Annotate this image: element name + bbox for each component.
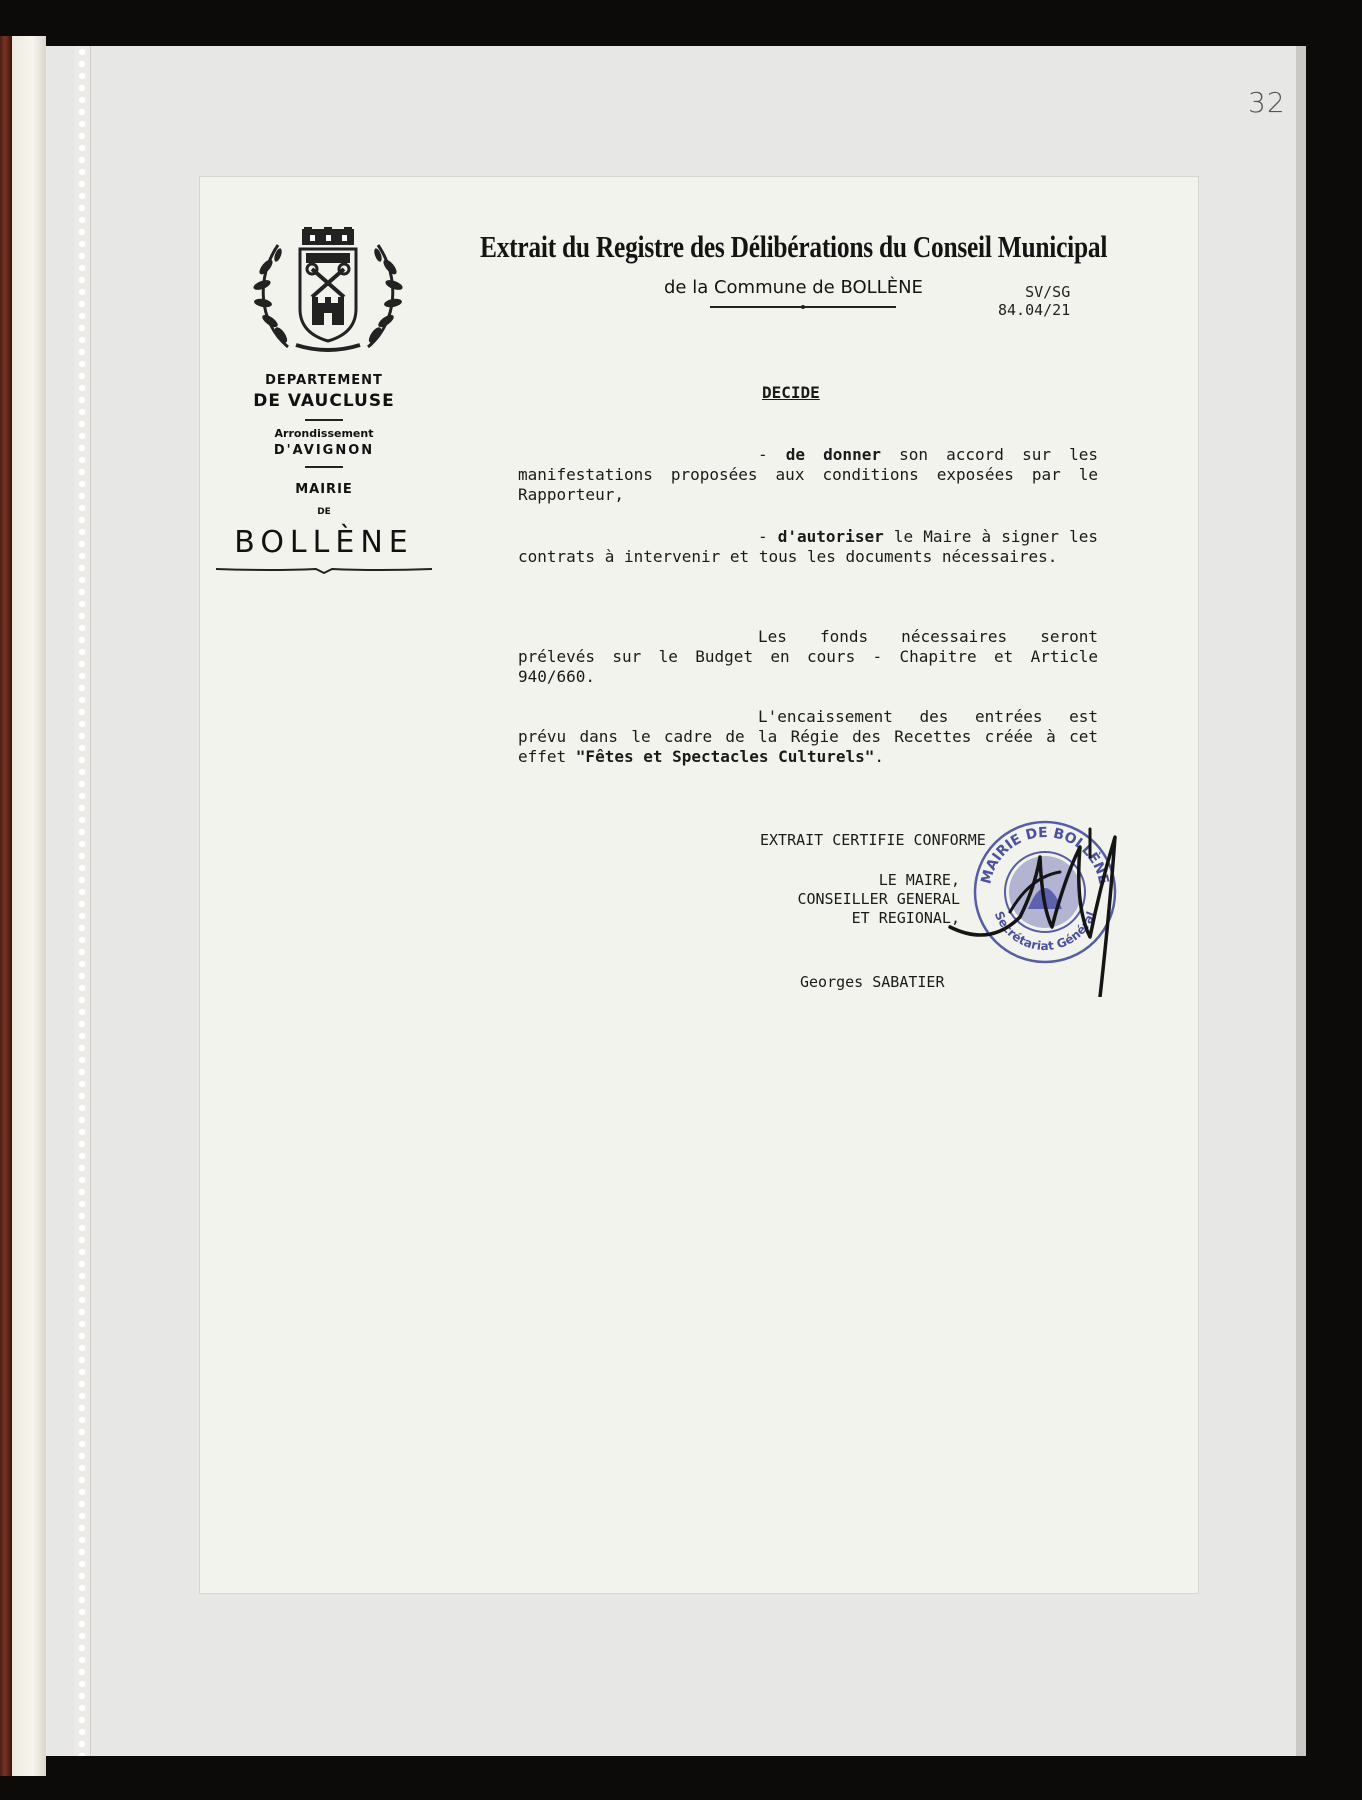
text: le Maire à signer les contrats à intervenir et tous les documents nécessaires. bbox=[518, 527, 1099, 566]
bold-text: "Fêtes et Spectacles Culturels" bbox=[575, 747, 875, 766]
departement-name: DE VAUCLUSE bbox=[253, 391, 395, 411]
bold-text: d'autoriser bbox=[777, 527, 884, 546]
departement-label: DEPARTEMENT bbox=[265, 373, 383, 388]
signatory-name: Georges SABATIER bbox=[800, 973, 945, 991]
letterhead-left bbox=[210, 373, 438, 579]
text: Les fonds nécessaires seront prélevés sur le Budget en cours - Chapitre et Article 940/660. bbox=[518, 627, 1098, 686]
text: . bbox=[874, 747, 885, 766]
reference-line: 84.04/21 bbox=[998, 301, 1071, 319]
document-page bbox=[200, 177, 1198, 1593]
role-line: ET REGIONAL, bbox=[851, 909, 960, 927]
stamp-top-text: MAIRIE DE BOLLÈNE bbox=[978, 824, 1112, 886]
paragraph-fonds bbox=[518, 627, 1098, 687]
arrondissement-name: D'AVIGNON bbox=[273, 443, 375, 458]
ornamental-rule bbox=[216, 563, 432, 575]
paragraph-encaissement bbox=[518, 707, 1098, 767]
document-title: Extrait du Registre des Délibérations du Conseil Municipal bbox=[480, 229, 1108, 264]
text: - bbox=[758, 445, 786, 464]
arrondissement-label: Arrondissement bbox=[274, 427, 374, 440]
reference-line: SV/SG bbox=[1025, 283, 1071, 301]
document-subtitle: de la Commune de BOLLÈNE bbox=[664, 277, 923, 298]
signatory-roles bbox=[790, 871, 960, 928]
divider bbox=[305, 466, 343, 468]
binder-gap bbox=[12, 36, 46, 1776]
reference-number bbox=[998, 283, 1070, 319]
certification-line: EXTRAIT CERTIFIE CONFORME bbox=[760, 831, 986, 849]
mairie-label: MAIRIE bbox=[295, 482, 353, 497]
text: L'encaissement des entrées est prévu dans le cadre de la Régie des Recettes créée à cet effet bbox=[518, 707, 1098, 766]
commune-name: BOLLÈNE bbox=[234, 525, 414, 560]
decide-heading: DECIDE bbox=[762, 383, 820, 402]
subtitle-rule bbox=[710, 305, 896, 309]
sheet-edge bbox=[1296, 46, 1306, 1756]
bold-text: de donner bbox=[785, 445, 881, 464]
city-crest-icon bbox=[248, 227, 408, 357]
de-label: DE bbox=[317, 507, 331, 517]
role-line: CONSEILLER GENERAL bbox=[797, 890, 960, 908]
paragraph-autoriser bbox=[518, 527, 1098, 567]
page-number: 32 bbox=[1248, 86, 1286, 119]
handwritten-signature bbox=[940, 817, 1140, 997]
binder-spine bbox=[0, 36, 12, 1776]
stamp-bottom-text: Secrétariat Général bbox=[991, 909, 1099, 954]
role-line: LE MAIRE, bbox=[878, 871, 960, 889]
text: son accord sur les manifestations proposées aux conditions exposées par le Rapporteur, bbox=[518, 445, 1098, 504]
perforated-edge bbox=[74, 46, 91, 1756]
text: - bbox=[758, 527, 778, 546]
divider bbox=[305, 419, 343, 421]
paragraph-donner bbox=[518, 445, 1098, 505]
